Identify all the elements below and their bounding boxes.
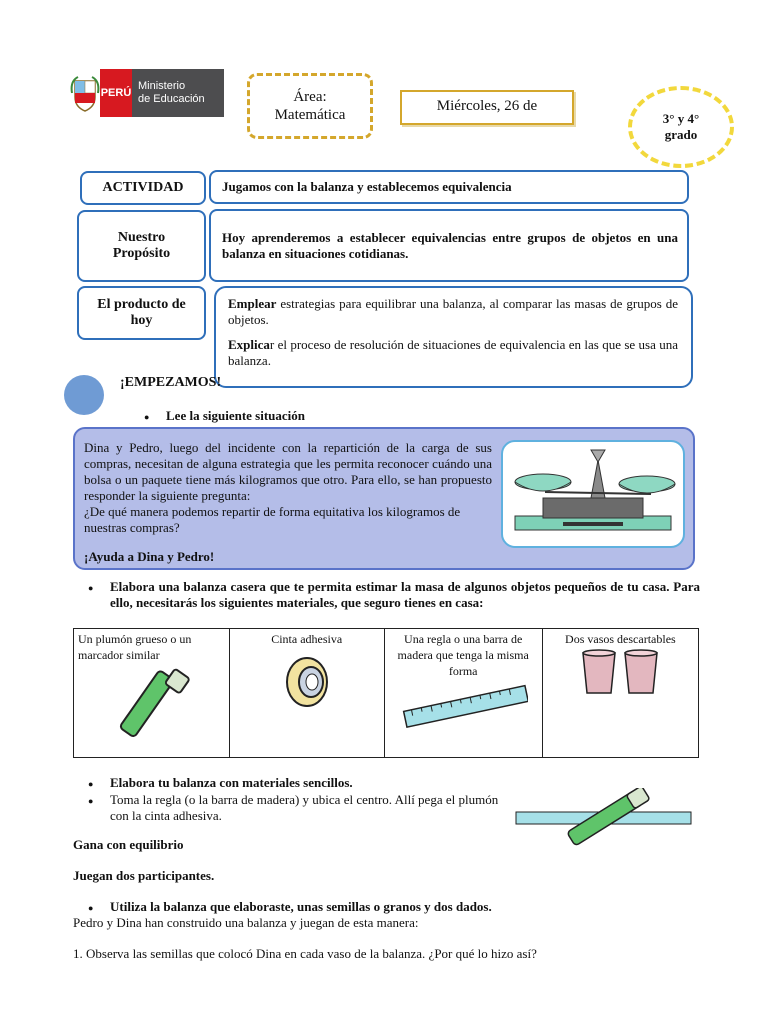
activity-value-box [209, 170, 689, 204]
material-cell [542, 629, 698, 758]
read-prompt: Lee la siguiente situación [166, 408, 306, 423]
ruler-marker-image [510, 788, 695, 850]
ruler-with-marker-icon [510, 788, 695, 850]
material-cell [384, 629, 542, 758]
date-box [400, 90, 574, 125]
area-box [247, 73, 373, 139]
game-step-1: 1. Observa las semillas que colocó Dina en cada vaso de la balanza. ¿Por qué lo hizo así? [73, 946, 537, 961]
story-text: Dina y Pedro, luego del incidente con la repartición de la carga de sus compras, necesitan de alguna estrategia que les permita reconocer cuándo una bolsa o un paquete tiene más kilogramos que otro. Para ello, se han propuesto responder la siguiente pregunta: [84, 440, 492, 503]
activity-title: Jugamos con la balanza y establecemos equivalencia [222, 179, 512, 194]
area-value: Matemática [274, 107, 346, 123]
game-intro: Pedro y Dina han construido una balanza y juegan de esta manera: [73, 915, 419, 930]
decorative-circle [64, 375, 104, 415]
balance-scale-icon [503, 442, 683, 546]
logo-ministry: Ministerio de Educación [132, 69, 224, 117]
ministry-logo [70, 68, 224, 118]
game-title: Gana con equilibrio [73, 837, 184, 852]
material-cell [74, 629, 230, 758]
purpose-label-box: Nuestro Propósito [77, 210, 206, 282]
game-players: Juegan dos participantes. [73, 868, 215, 883]
product-label-box: El producto de hoy [77, 286, 206, 340]
material-label: Una regla o una barra de madera que tenga la misma forma [397, 632, 529, 678]
date-text: Miércoles, 26 de [436, 98, 538, 114]
marker-icon [111, 663, 191, 743]
materials-intro: Elabora una balanza casera que te permita estimar la masa de algunos objetos pequeños de tu casa. Para ello, necesitarás los siguientes materiales, que seguro tienes en casa: [110, 579, 700, 610]
materials-table [73, 628, 699, 758]
activity-label-box: ACTIVIDAD [80, 171, 206, 205]
start-heading: ¡EMPEZAMOS! [120, 375, 222, 390]
product-item-1: Emplear estrategias para equilibrar una balanza, al comparar las masas de grupos de objetos. [228, 296, 678, 327]
purpose-value-box [209, 209, 689, 282]
build-bullet-2: Toma la regla (o la barra de madera) y ubica el centro. Allí pega el plumón con la cinta adhesiva. [110, 792, 499, 823]
material-cell [229, 629, 384, 758]
ruler-icon [398, 679, 528, 729]
story-question: ¿De qué manera podemos repartir de forma equitativa los kilogramos de nuestras compras? [84, 504, 461, 535]
area-label: Área: [293, 89, 327, 105]
coat-of-arms-icon [70, 73, 100, 113]
logo-country: PERÚ [100, 69, 132, 117]
build-bullet-1: Elabora tu balanza con materiales sencillos. [110, 775, 353, 790]
game-use-bullet: Utiliza la balanza que elaboraste, unas semillas o granos y dos dados. [110, 899, 492, 914]
purpose-text: Hoy aprenderemos a establecer equivalencias entre grupos de objetos en una balanza en situaciones cotidianas. [222, 230, 678, 261]
grade-badge: 3° y 4° grado [628, 86, 734, 168]
material-label: Un plumón grueso o un marcador similar [78, 632, 192, 662]
product-item-2: Explicar el proceso de resolución de situaciones de equivalencia en las que se usa una balanza. [228, 337, 678, 368]
material-label: Dos vasos descartables [565, 632, 676, 646]
cups-icon [575, 647, 665, 697]
product-value-box [214, 286, 693, 388]
story-help: ¡Ayuda a Dina y Pedro! [84, 549, 215, 564]
balance-scale-image [501, 440, 685, 548]
material-label: Cinta adhesiva [271, 632, 343, 646]
tape-icon [277, 647, 337, 717]
